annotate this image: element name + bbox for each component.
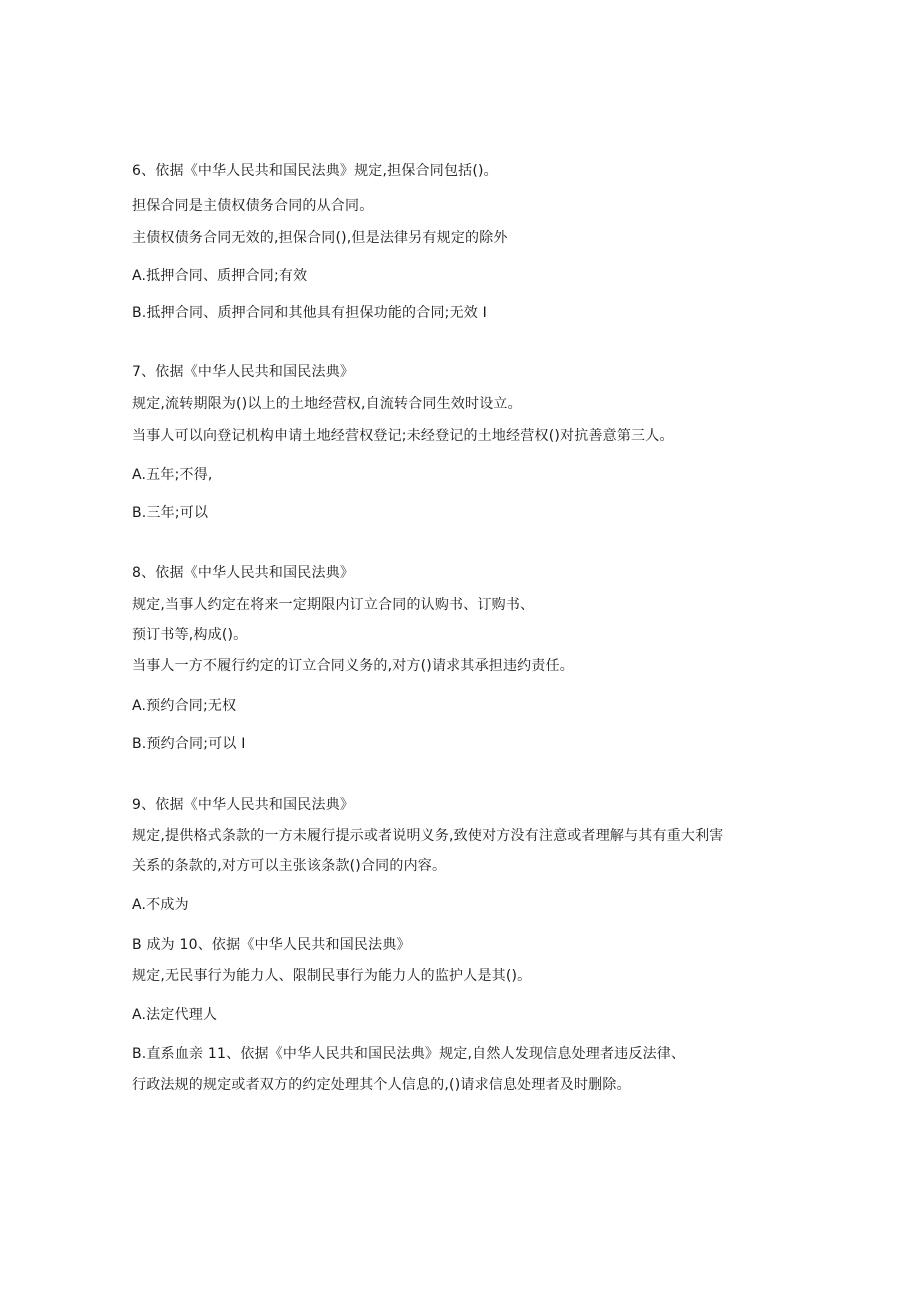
question-7-title: 7、依据《中华人民共和国民法典》 [132,364,355,380]
question-8-option-b: B.预约合同;可以 I [132,736,246,752]
question-9-text-2: 关系的条款的,对方可以主张该条款()合同的内容。 [132,858,447,874]
question-6-text-2: 主债权债务合同无效的,担保合同(),但是法律另有规定的除外 [132,230,508,246]
question-10-option-a: A.法定代理人 [132,1007,218,1023]
question-9-title: 9、依据《中华人民共和国民法典》 [132,797,355,813]
question-9-option-b-question-10-title: B 成为 10、依据《中华人民共和国民法典》 [132,937,411,953]
question-9-text-1: 规定,提供格式条款的一方未履行提示或者说明义务,致使对方没有注意或者理解与其有重大利害 [132,828,724,844]
question-8-text-2: 预订书等,构成()。 [132,627,248,643]
question-9-option-a: A.不成为 [132,897,189,913]
question-7-option-b: B.三年;可以 [132,505,209,521]
question-7-text-2: 当事人可以向登记机构申请土地经营权登记;未经登记的土地经营权()对抗善意第三人。 [132,428,674,444]
question-8-text-1: 规定,当事人约定在将来一定期限内订立合同的认购书、订购书、 [132,597,535,613]
question-6-option-a: A.抵押合同、质押合同;有效 [132,268,308,284]
question-8-text-3: 当事人一方不履行约定的订立合同义务的,对方()请求其承担违约责任。 [132,658,574,674]
question-10-option-b-question-11-title: B.直系血亲 11、依据《中华人民共和国民法典》规定,自然人发现信息处理者违反法律、 [132,1046,686,1062]
question-8-option-a: A.预约合同;无权 [132,698,237,714]
question-7-text-1: 规定,流转期限为()以上的土地经营权,自流转合同生效时设立。 [132,396,522,412]
question-11-text-1: 行政法规的规定或者双方的约定处理其个人信息的,()请求信息处理者及时删除。 [132,1077,631,1093]
question-7-option-a: A.五年;不得, [132,467,213,483]
question-6-text-1: 担保合同是主债权债务合同的从合同。 [132,198,374,214]
question-8-title: 8、依据《中华人民共和国民法典》 [132,565,355,581]
question-6-title: 6、依据《中华人民共和国民法典》规定,担保合同包括()。 [132,163,498,179]
question-6-option-b: B.抵押合同、质押合同和其他具有担保功能的合同;无效 I [132,305,487,321]
question-10-text-1: 规定,无民事行为能力人、限制民事行为能力人的监护人是其()。 [132,968,532,984]
